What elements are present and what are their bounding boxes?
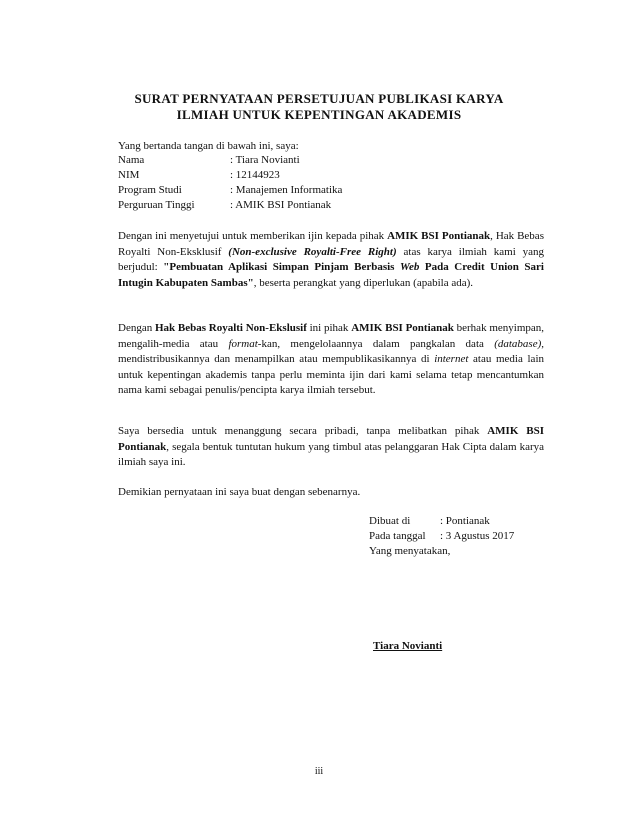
signature-declarant: Yang menyatakan, bbox=[369, 545, 451, 557]
identity-label: Program Studi bbox=[118, 184, 182, 196]
signature-name: Tiara Novianti bbox=[373, 640, 443, 652]
signature-place-value: : Pontianak bbox=[440, 515, 490, 527]
signature-date bbox=[369, 530, 514, 542]
title-line-2: ILMIAH UNTUK KEPENTINGAN AKADEMIS bbox=[176, 107, 462, 122]
paragraph-liability: Saya bersedia untuk menanggung secara pribadi, tanpa melibatkan pihak AMIK BSI Pontianak, segala bentuk tuntutan hukum yang timbul atas pelanggaran Hak Cipta dalam karya ilmiah saya ini. bbox=[118, 425, 544, 468]
closing-statement: Demikian pernyataan ini saya buat dengan sebenarnya. bbox=[118, 486, 361, 498]
identity-label: NIM bbox=[118, 169, 140, 181]
paragraph-rights: Dengan Hak Bebas Royalti Non-Ekslusif ini pihak AMIK BSI Pontianak berhak menyimpan, mengalih-media atau format-kan, mengelolaannya dalam pangkalan data (database), mendistribusikannya dan menampilkan atau mempublikasikannya di internet atau media lain untuk kepentingan akademis tanpa perlu meminta ijin dari kami selama tetap mencantumkan nama kami sebagai penulis/pencipta karya ilmiah tersebut. bbox=[118, 322, 545, 396]
intro-text: Yang bertanda tangan di bawah ini, saya: bbox=[118, 140, 299, 152]
signature-place bbox=[369, 515, 490, 527]
identity-label: Perguruan Tinggi bbox=[118, 199, 195, 211]
identity-value: : AMIK BSI Pontianak bbox=[230, 199, 332, 211]
signature-date-value: : 3 Agustus 2017 bbox=[440, 530, 515, 542]
signature-date-label: Pada tanggal bbox=[369, 530, 426, 542]
title-line-1: SURAT PERNYATAAN PERSETUJUAN PUBLIKASI KARYA bbox=[134, 91, 504, 106]
identity-value: : Manajemen Informatika bbox=[230, 184, 343, 196]
identity-value: : 12144923 bbox=[230, 169, 280, 181]
paragraph-consent: Dengan ini menyetujui untuk memberikan ijin kepada pihak AMIK BSI Pontianak, Hak Bebas Royalti Non-Eksklusif (Non-exclusive Royalti-Free Right) atas karya ilmiah kami yang berjudul: "Pembuatan Aplikasi Simpan Pinjam Berbasis Web Pada Credit Union Sari Intugin Kabupaten Sambas", beserta perangkat yang diperlukan (apabila ada). bbox=[118, 230, 545, 289]
identity-value: : Tiara Novianti bbox=[230, 154, 300, 166]
identity-label: Nama bbox=[118, 154, 145, 166]
signature-place-label: Dibuat di bbox=[369, 515, 411, 527]
page-number: iii bbox=[314, 766, 324, 777]
